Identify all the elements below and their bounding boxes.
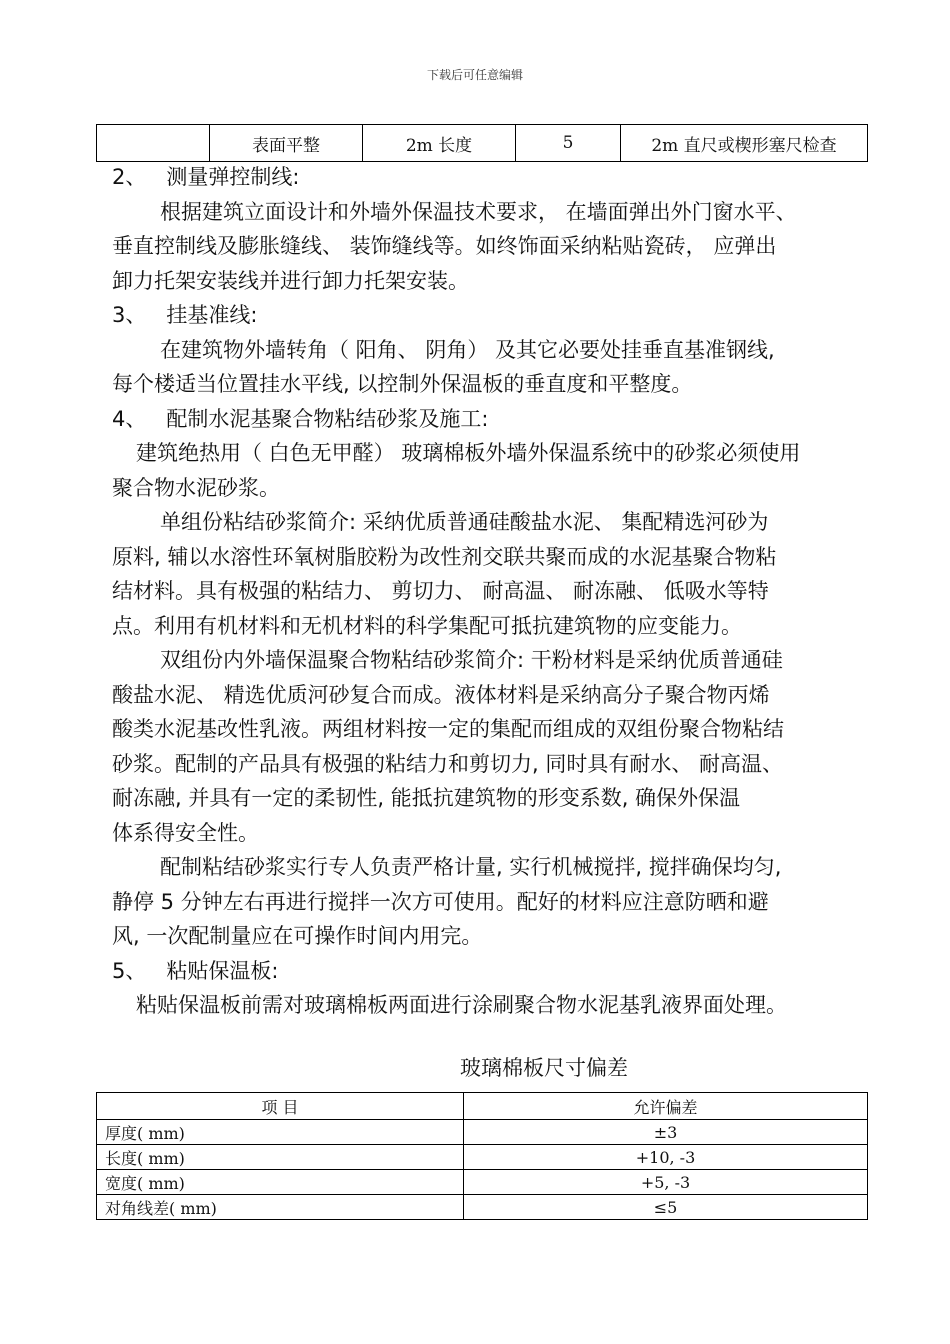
paragraph-line: 风, 一次配制量应在可操作时间内用完。 bbox=[112, 924, 483, 948]
value-cell: ±3 bbox=[464, 1120, 868, 1145]
paragraph-line: 酸类水泥基改性乳液。两组材料按一定的集配而组成的双组份聚合物粘结 bbox=[112, 717, 784, 741]
inspection-table-fragment bbox=[96, 124, 868, 162]
paragraph-line: 耐冻融, 并具有一定的柔韧性, 能抵抗建筑物的形变系数, 确保外保温 bbox=[112, 786, 741, 810]
table-row bbox=[97, 1195, 868, 1220]
table-header-row bbox=[97, 1093, 868, 1120]
paragraph-line: 体系得安全性。 bbox=[112, 820, 259, 845]
paragraph-line: 建筑绝热用（ 白色无甲醛） 玻璃棉板外墙外保温系统中的砂浆必须使用 bbox=[136, 441, 801, 465]
paragraph-line: 原料, 辅以水溶性环氧树脂胶粉为改性剂交联共聚而成的水泥基聚合物粘 bbox=[112, 544, 777, 569]
paragraph-line: 砂浆。配制的产品具有极强的粘结力和剪切力, 同时具有耐水、 耐高温、 bbox=[112, 751, 784, 776]
paragraph-line: 点。利用有机材料和无机材料的科学集配可抵抗建筑物的应变能力。 bbox=[112, 613, 742, 638]
table-cell: 表面平整 bbox=[210, 125, 363, 162]
paragraph-line: 双组份内外墙保温聚合物粘结砂浆简介: 干粉材料是采纳优质普通硅 bbox=[160, 648, 783, 672]
table-cell: 2m 直尺或楔形塞尺检查 bbox=[621, 125, 868, 162]
paragraph-line: 卸力托架安装线并进行卸力托架安装。 bbox=[112, 268, 469, 293]
table-cell: 2m 长度 bbox=[363, 125, 516, 162]
item-cell: 长度( mm) bbox=[97, 1145, 464, 1170]
table-row bbox=[97, 1145, 868, 1170]
paragraph-line: 根据建筑立面设计和外墙外保温技术要求， 在墙面弹出外门窗水平、 bbox=[160, 199, 797, 224]
value-cell: +10, -3 bbox=[464, 1145, 868, 1170]
section-heading: 2、 测量弹控制线: bbox=[112, 165, 300, 189]
table-cell: 5 bbox=[516, 125, 621, 162]
paragraph-line: 粘贴保温板前需对玻璃棉板两面进行涂刷聚合物水泥基乳液界面处理。 bbox=[136, 993, 787, 1017]
paragraph-line: 在建筑物外墙转角（ 阳角、 阴角） 及其它必要处挂垂直基准钢线, bbox=[160, 337, 775, 362]
section-heading: 3、 挂基准线: bbox=[112, 303, 258, 327]
paragraph-line: 静停 5 分钟左右再进行搅拌一次方可使用。配好的材料应注意防晒和避 bbox=[112, 889, 769, 914]
paragraph-line: 聚合物水泥砂浆。 bbox=[112, 475, 280, 500]
table-row bbox=[97, 125, 868, 162]
section-heading: 4、 配制水泥基聚合物粘结砂浆及施工: bbox=[112, 406, 489, 431]
table-row bbox=[97, 1170, 868, 1195]
item-cell: 宽度( mm) bbox=[97, 1170, 464, 1195]
paragraph-line: 单组份粘结砂浆简介: 采纳优质普通硅酸盐水泥、 集配精选河砂为 bbox=[160, 510, 769, 534]
paragraph-line: 每个楼适当位置挂水平线, 以控制外保温板的垂直度和平整度。 bbox=[112, 372, 693, 396]
deviation-table bbox=[96, 1092, 868, 1220]
value-cell: +5, -3 bbox=[464, 1170, 868, 1195]
value-cell: ≤5 bbox=[464, 1195, 868, 1220]
paragraph-line: 酸盐水泥、 精选优质河砂复合而成。液体材料是采纳高分子聚合物丙烯 bbox=[112, 682, 770, 707]
table-title: 玻璃棉板尺寸偏差 bbox=[460, 1056, 628, 1080]
document-body bbox=[112, 160, 872, 1023]
paragraph-line: 结材料。具有极强的粘结力、 剪切力、 耐高温、 耐冻融、 低吸水等特 bbox=[112, 579, 769, 603]
paragraph-line: 配制粘结砂浆实行专人负责严格计量, 实行机械搅拌, 搅拌确保均匀, bbox=[160, 855, 782, 879]
paragraph-line: 垂直控制线及膨胀缝线、 装饰缝线等。如终饰面采纳粘贴瓷砖， 应弹出 bbox=[112, 234, 777, 258]
item-cell: 对角线差( mm) bbox=[97, 1195, 464, 1220]
section-heading: 5、 粘贴保温板: bbox=[112, 958, 279, 983]
page-header: 下载后可任意编辑 bbox=[426, 68, 523, 82]
table-row bbox=[97, 1120, 868, 1145]
column-header: 项 目 bbox=[97, 1093, 464, 1120]
table-cell bbox=[97, 125, 210, 162]
column-header: 允许偏差 bbox=[464, 1093, 868, 1120]
item-cell: 厚度( mm) bbox=[97, 1120, 464, 1145]
